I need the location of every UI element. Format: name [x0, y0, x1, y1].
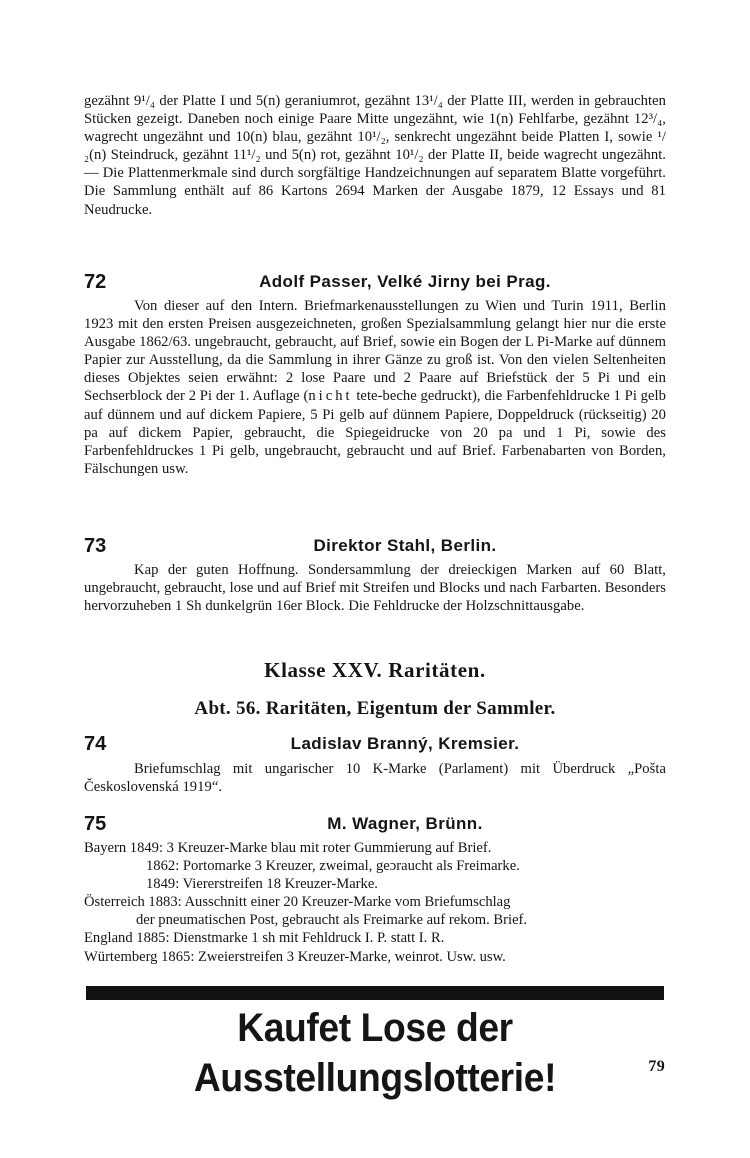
entry-lines — [84, 839, 666, 966]
entry-line: der pneumatischen Post, gebraucht als Freimarke auf rekom. Brief. — [136, 912, 528, 929]
section-heading: Abt. 56. Raritäten, Eigentum der Sammler. — [194, 698, 556, 719]
entry-text: Kap der guten Hoffnung. Sondersammlung der dreieckigen Marken auf 60 Blatt, ungebraucht, gebraucht, lose und auf Brief mit Streifen und Blocks und nach Farbarten. Besonders hervorzuheben 1 Sh dunkelgrün 16er Block. Die Fehldrucke der Holzschnittausgabe. — [84, 562, 666, 615]
entry-73 — [84, 534, 666, 615]
intro-block — [84, 92, 666, 219]
entry-header — [84, 534, 666, 558]
entry-header — [84, 812, 666, 836]
spaced-word: nicht — [308, 388, 353, 405]
entry-line: Österreich 1883: Ausschnitt einer 20 Kreuzer-Marke vom Briefumschlag — [84, 894, 511, 911]
entry-72 — [84, 270, 666, 478]
entry-number: 73 — [84, 535, 107, 557]
entry-75 — [84, 812, 666, 966]
entry-title: Ladislav Branný, Kremsier. — [290, 734, 520, 753]
section-heading-block — [84, 697, 666, 721]
entry-number: 75 — [84, 813, 107, 835]
divider-bar — [86, 986, 664, 1000]
entry-text — [84, 297, 666, 478]
entry-line: Bayern 1849: 3 Kreuzer-Marke blau mit roter Gummierung auf Brief. — [84, 840, 492, 856]
entry-line: England 1885: Dienstmarke 1 sh mit Fehldruck I. P. statt I. R. — [84, 930, 445, 947]
entry-text: Briefumschlag mit ungarischer 10 K-Marke (Parlament) mit Überdruck „Pošta Československá 1919“. — [84, 761, 666, 796]
entry-number: 74 — [84, 733, 107, 755]
entry-text-before: Von dieser auf den Intern. Briefmarkenausstellungen zu Wien und Turin 1911, Berlin 1923 mit den ersten Preisen ausgezeichneten, großen Spezialsammlung gelangt hier nur die erste Ausgabe 1862/63. ungebraucht, gebraucht, auf Brief, sowie ein Bogen der L Pi-Marke auf dünnem Papier zur Ausstellung, da die Sammlung in ihrer Gänze zu groß ist. Von den vielen Seltenheiten dieses Objektes seien erwähnt: 2 lose Paare und 2 Paare auf Briefstück der 5 Pi und ein Sechserblock der 2 Pi der 1. Auflage ( — [84, 298, 666, 405]
entry-header — [84, 270, 666, 294]
entry-line: Würtemberg 1865: Zweierstreifen 3 Kreuzer-Marke, weinrot. Usw. usw. — [84, 948, 506, 965]
entry-title: Direktor Stahl, Berlin. — [313, 536, 497, 555]
entry-title: Adolf Passer, Velké Jirny bei Prag. — [259, 272, 551, 291]
class-heading: Klasse XXV. Raritäten. — [264, 658, 486, 682]
entry-line: 1862: Portomarke 3 Kreuzer, zweimal, geɔraucht als Freimarke. — [146, 858, 520, 875]
entry-74 — [84, 732, 666, 796]
entry-text-after: tete-beche gedruckt), die Farbenfehldrucke 1 Pi gelb auf dünnem und auf dickem Papiere, 5 Pi gelb auf dünnem Papiere, Doppeldruck (rückseitig) 20 pa auf dickem Papier, gebraucht, die Spiegeidrucke von 20 pa und 1 Pi, sowie des Farbenfehldruckes 1 Pi gelb, ungebraucht, gebraucht und auf Brief. Farbenabarten von Borden, Fälschungen usw. — [84, 388, 666, 477]
page-number: 79 — [648, 1058, 665, 1075]
intro-paragraph: gezähnt 9¹/₄ der Platte I und 5(n) geraniumrot, gezähnt 13¹/₄ der Platte III, werden in gebrauchten Stücken gezeigt. Daneben noch einige Paare Mitte ungezähnt, wie 1(n) Fehlfarbe, gezähnt 12³/₄, wagrecht ungezähnt und 10(n) blau, gezähnt 10¹/₂, senkrecht ungezähnt beide Platten I, sowie ¹/₂(n) Steindruck, gezähnt 11¹/₂ und 5(n) rot, gezähnt 10¹/₂ der Platte II, beide wagrecht ungezähnt. — Die Plattenmerkmale sind durch sorgfältige Handzeichnungen auf separatem Blatte vorgeführt. Die Sammlung enthält auf 86 Kartons 2694 Marken der Ausgabe 1879, 12 Essays und 81 Neudrucke. — [84, 93, 666, 218]
entry-header — [84, 732, 666, 756]
entry-number: 72 — [84, 271, 107, 293]
lottery-advert: Kaufet Lose der Ausstellungslotterie! — [193, 1006, 557, 1100]
entry-title: M. Wagner, Brünn. — [327, 814, 483, 833]
entry-line: 1849: Viererstreifen 18 Kreuzer-Marke. — [146, 876, 378, 893]
class-heading-block — [84, 657, 666, 683]
